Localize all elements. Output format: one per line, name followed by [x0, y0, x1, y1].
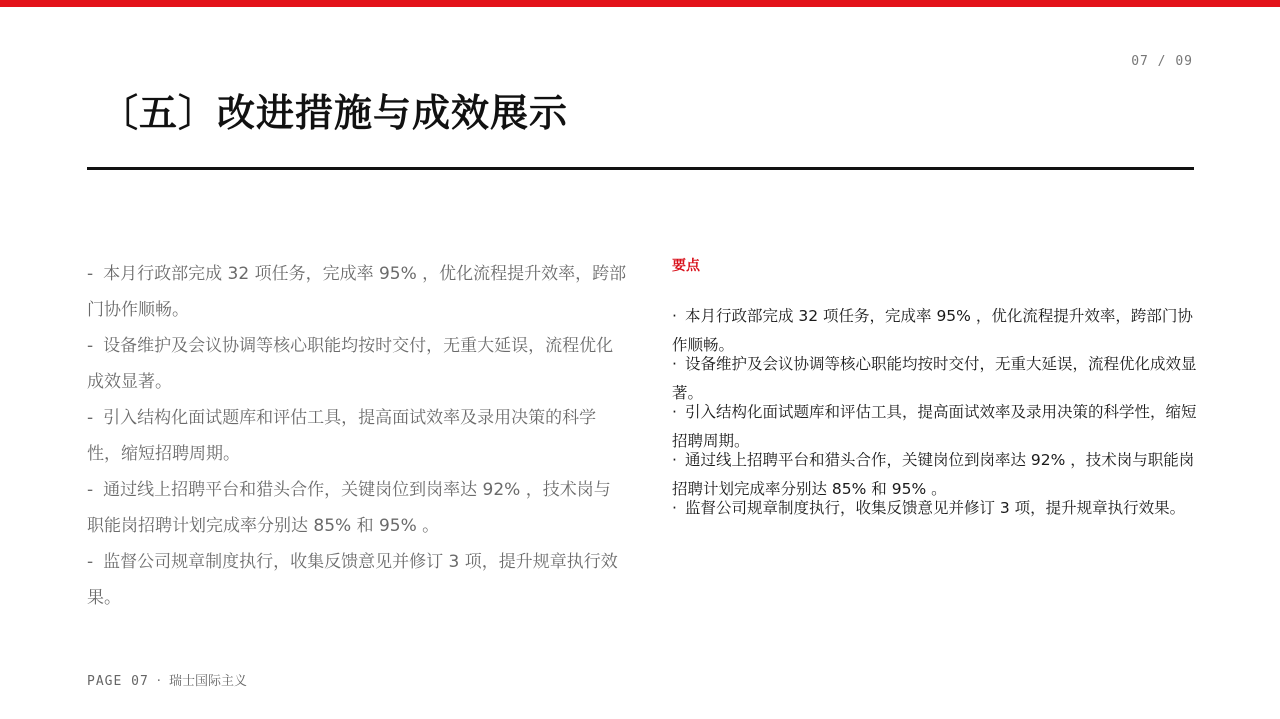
main-bullet-list: [87, 256, 627, 616]
dot-marker: ·: [672, 451, 677, 469]
footer-page-label: PAGE 07: [87, 674, 149, 689]
list-item: [87, 544, 627, 616]
dash-marker: -: [87, 552, 94, 572]
top-accent-bar: [0, 0, 1280, 7]
list-item: [87, 472, 627, 544]
key-point-text: 监督公司规章制度执行，收集反馈意见并修订 3 项，提升规章执行效果。: [684, 499, 1186, 517]
key-point-text: 本月行政部完成 32 项任务，完成率 95% ，优化流程提升效率，跨部门协作顺畅。: [672, 307, 1193, 354]
key-points-heading: 要点: [672, 258, 700, 274]
dot-marker: ·: [672, 499, 677, 517]
key-points-list: [672, 302, 1200, 517]
list-item-text: 通过线上招聘平台和猎头合作，关键岗位到岗率达 92% ，技术岗与职能岗招聘计划完成率分别达 85% 和 95% 。: [87, 480, 611, 536]
key-point-text: 引入结构化面试题库和评估工具，提高面试效率及录用决策的科学性，缩短招聘周期。: [672, 403, 1197, 450]
dot-marker: ·: [672, 307, 677, 325]
key-point-text: 通过线上招聘平台和猎头合作，关键岗位到岗率达 92% ，技术岗与职能岗招聘计划完成率分别达 85% 和 95% 。: [672, 451, 1195, 498]
dash-marker: -: [87, 480, 94, 500]
list-item-text: 引入结构化面试题库和评估工具，提高面试效率及录用决策的科学性，缩短招聘周期。: [87, 408, 597, 464]
page-title: 〔五〕改进措施与成效展示: [100, 91, 569, 135]
list-item-text: 本月行政部完成 32 项任务，完成率 95% ，优化流程提升效率，跨部门协作顺畅。: [87, 264, 627, 320]
footer-separator: ·: [156, 674, 161, 689]
list-item: [87, 328, 627, 400]
key-point-item: [672, 494, 1200, 523]
dot-marker: ·: [672, 403, 677, 421]
title-divider: [87, 167, 1194, 170]
dot-marker: ·: [672, 355, 677, 373]
slide-counter: 07 / 09: [1131, 54, 1193, 69]
list-item-text: 设备维护及会议协调等核心职能均按时交付，无重大延误，流程优化成效显著。: [87, 336, 614, 392]
dash-marker: -: [87, 336, 94, 356]
footer-org-name: 瑞士国际主义: [168, 674, 247, 689]
dash-marker: -: [87, 264, 94, 284]
dash-marker: -: [87, 408, 94, 428]
list-item: [87, 256, 627, 328]
list-item: [87, 400, 627, 472]
key-point-text: 设备维护及会议协调等核心职能均按时交付，无重大延误，流程优化成效显著。: [672, 355, 1197, 402]
footer: [87, 670, 247, 689]
list-item-text: 监督公司规章制度执行，收集反馈意见并修订 3 项，提升规章执行效果。: [87, 552, 618, 608]
